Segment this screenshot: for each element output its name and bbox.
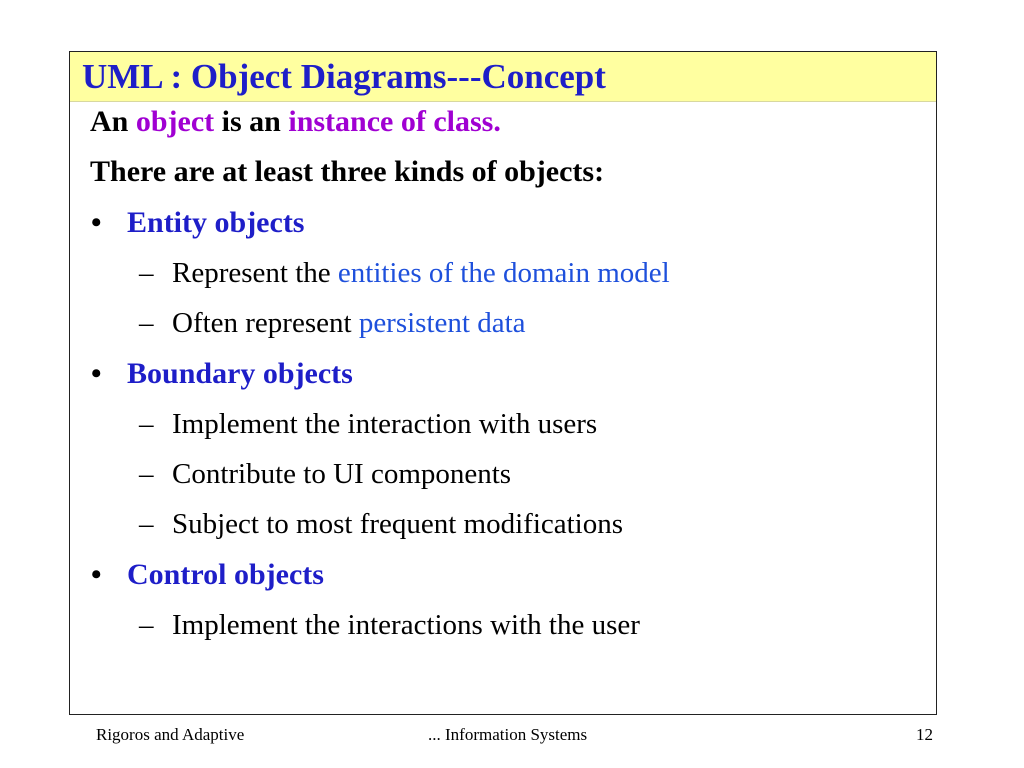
bullet-heading: Entity objects: [127, 206, 305, 239]
intro-kinds-text: There are at least three kinds of objects:: [90, 155, 605, 188]
sub-item-highlight: persistent data: [358, 307, 526, 339]
dash-glyph: –: [139, 458, 154, 490]
intro-text-is-an: is an: [214, 105, 289, 138]
sub-item-text: Implement the interaction with users: [172, 408, 598, 440]
bullet-heading: Control objects: [127, 558, 324, 591]
sub-item-prefix: Represent the: [172, 257, 338, 289]
bullet-glyph: •: [91, 558, 102, 591]
slide-frame: [69, 51, 937, 715]
dash-glyph: –: [139, 508, 154, 540]
sub-item-text: Subject to most frequent modifications: [172, 508, 624, 540]
footer-center: ... Information Systems: [428, 725, 588, 744]
dash-glyph: –: [139, 408, 154, 440]
sub-item-text: [172, 305, 526, 341]
sub-item-prefix: Often represent: [172, 307, 359, 339]
intro-line-1: [90, 104, 501, 140]
footer-left: Rigoros and Adaptive: [96, 725, 245, 744]
intro-text-an: An: [90, 105, 136, 138]
sub-item-highlight: entities of the domain model: [337, 257, 670, 289]
intro-instance-term: instance of class.: [288, 105, 501, 138]
bullet-glyph: •: [91, 357, 102, 390]
sub-item-text: Contribute to UI components: [172, 458, 512, 490]
sub-item-text: [172, 255, 670, 291]
dash-glyph: –: [139, 307, 154, 339]
intro-line-2: [90, 154, 604, 190]
title-bar: [70, 52, 936, 102]
slide-title: UML : Object Diagrams---Concept: [82, 57, 606, 96]
sub-item-text: Implement the interactions with the user: [172, 609, 640, 641]
bullet-heading: Boundary objects: [127, 357, 353, 390]
dash-glyph: –: [139, 609, 154, 641]
intro-object-term: object: [135, 105, 215, 138]
bullet-glyph: •: [91, 206, 102, 239]
dash-glyph: –: [139, 257, 154, 289]
page-number: 12: [916, 725, 933, 744]
